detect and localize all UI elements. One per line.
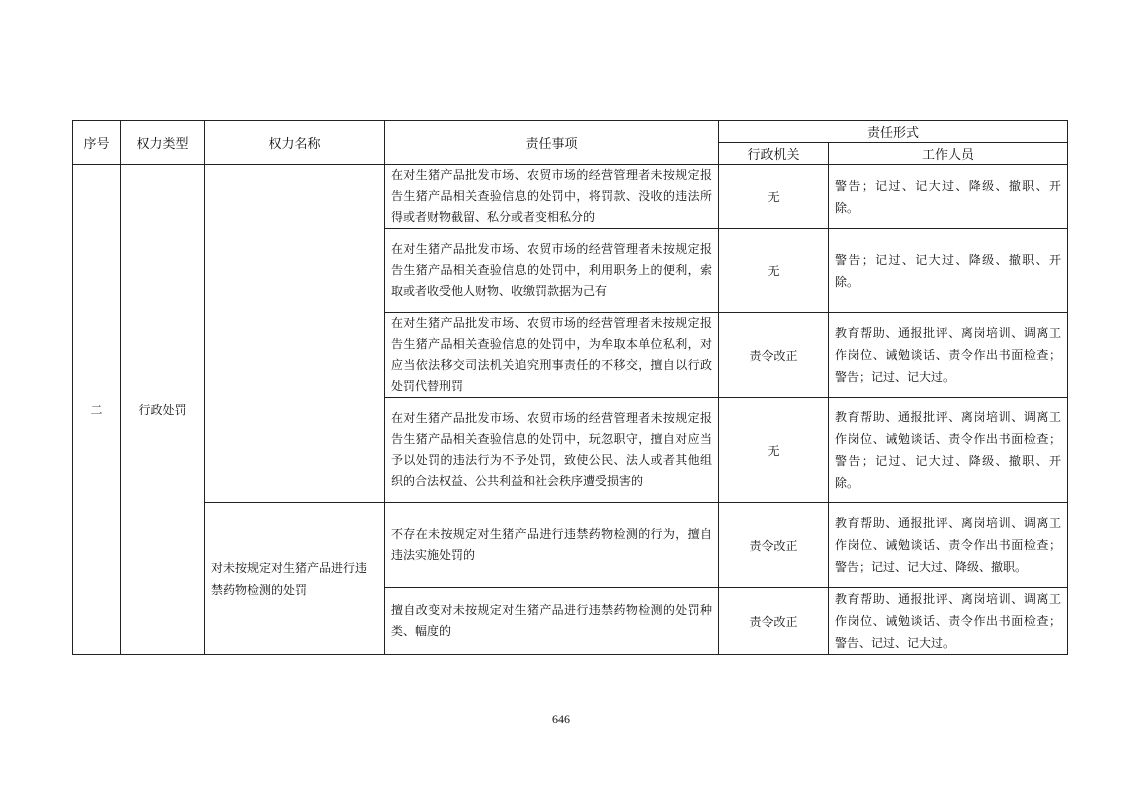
- row-item: 在对生猪产品批发市场、农贸市场的经营管理者未按规定报告生猪产品相关查验信息的处罚中，为牟取本单位私利，对应当依法移交司法机关追究刑事责任的不移交，擅自以行政处罚代替刑罚: [385, 313, 719, 398]
- row-admin: 责令改正: [719, 503, 829, 588]
- row-staff: 警告；记过、记大过、降级、撤职、开除。: [829, 165, 1068, 229]
- header-responsibility-item: 责任事项: [385, 121, 719, 165]
- row-admin: 责令改正: [719, 588, 829, 655]
- row-admin: 无: [719, 398, 829, 503]
- header-row-1: [73, 121, 1068, 143]
- header-admin-org: 行政机关: [719, 143, 829, 165]
- row-staff: 教育帮助、通报批评、离岗培训、调离工作岗位、诫勉谈话、责令作出书面检查；警告；记过、记大过。: [829, 313, 1068, 398]
- row-item: 不存在未按规定对生猪产品进行违禁药物检测的行为，擅自违法实施处罚的: [385, 503, 719, 588]
- header-power-name: 权力名称: [205, 121, 385, 165]
- row-admin: 无: [719, 165, 829, 229]
- group-power-type: 行政处罚: [121, 165, 205, 655]
- group-power-name-1: [205, 165, 385, 503]
- page-number: 646: [552, 712, 570, 726]
- row-item: 擅自改变对未按规定对生猪产品进行违禁药物检测的处罚种类、幅度的: [385, 588, 719, 655]
- row-item: 在对生猪产品批发市场、农贸市场的经营管理者未按规定报告生猪产品相关查验信息的处罚中，利用职务上的便利，索取或者收受他人财物、收缴罚款据为己有: [385, 229, 719, 313]
- header-power-type: 权力类型: [121, 121, 205, 165]
- row-item: 在对生猪产品批发市场、农贸市场的经营管理者未按规定报告生猪产品相关查验信息的处罚中，玩忽职守，擅自对应当予以处罚的违法行为不予处罚，致使公民、法人或者其他组织的合法权益、公共利益和社会秩序遭受损害的: [385, 398, 719, 503]
- header-staff: 工作人员: [829, 143, 1068, 165]
- header-responsibility-form: 责任形式: [719, 121, 1068, 143]
- row-item: 在对生猪产品批发市场、农贸市场的经营管理者未按规定报告生猪产品相关查验信息的处罚中，将罚款、没收的违法所得或者财物截留、私分或者变相私分的: [385, 165, 719, 229]
- row-staff: 教育帮助、通报批评、离岗培训、调离工作岗位、诫勉谈话、责令作出书面检查；警告；记过、记大过、降级、撤职、开除。: [829, 398, 1068, 503]
- group-seq: 二: [73, 165, 121, 655]
- responsibility-table: [72, 120, 1068, 655]
- table-row: [73, 165, 1068, 229]
- row-staff: 教育帮助、通报批评、离岗培训、调离工作岗位、诫勉谈话、责令作出书面检查；警告；记过、记大过、降级、撤职。: [829, 503, 1068, 588]
- row-admin: 无: [719, 229, 829, 313]
- row-staff: 教育帮助、通报批评、离岗培训、调离工作岗位、诫勉谈话、责令作出书面检查；警告、记过、记大过。: [829, 588, 1068, 655]
- table-row: [73, 503, 1068, 588]
- row-staff: 警告；记过、记大过、降级、撤职、开除。: [829, 229, 1068, 313]
- group-power-name-2: 对未按规定对生猪产品进行违禁药物检测的处罚: [205, 503, 385, 655]
- row-admin: 责令改正: [719, 313, 829, 398]
- header-seq: 序号: [73, 121, 121, 165]
